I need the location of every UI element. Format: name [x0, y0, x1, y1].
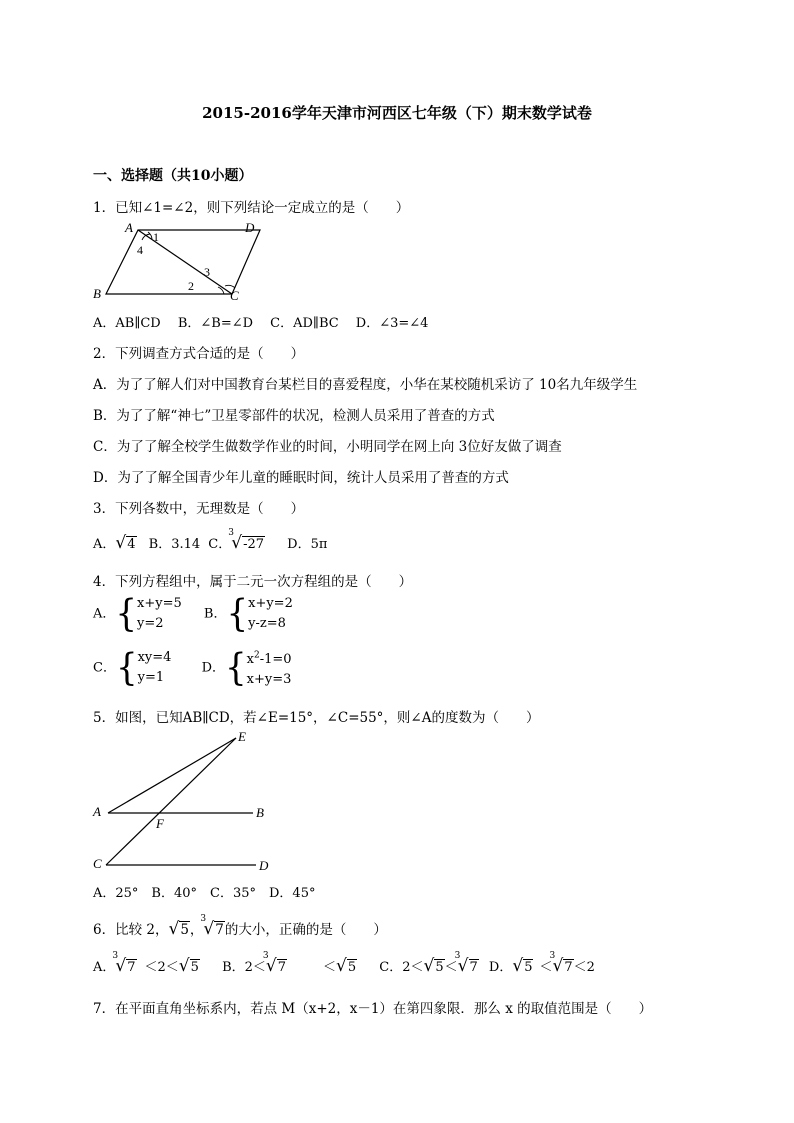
- fig1-label-1: 1: [153, 230, 159, 244]
- q6-option-b: B．2＜ 3 √7 ＜√5: [222, 951, 357, 976]
- question-2-option-a: A．为了了解人们对中国教育台某栏目的喜爱程度，小华在某校随机采访了 10名九年级学生: [93, 377, 638, 393]
- question-2-option-c: C．为了了解全校学生做数学作业的时间，小明同学在网上向 3位好友做了调查: [93, 439, 562, 455]
- cbrt-neg27: 3 √-27: [228, 528, 265, 553]
- fig5-label-B: B: [256, 805, 264, 820]
- section-heading: 一、选择题（共10小题）: [93, 168, 253, 184]
- question-3-options: [93, 528, 328, 553]
- q6-option-d: D．√5 ＜ 3 √7＜2: [488, 951, 595, 976]
- sqrt-5: √5: [168, 919, 189, 939]
- q3-b: B．3.14: [148, 537, 201, 552]
- q4-d-label: D．: [201, 660, 226, 676]
- q4-b-eq1: x+y=2: [248, 596, 293, 611]
- q4-a-label: A．: [93, 606, 116, 622]
- fig1-label-C: C: [230, 288, 239, 303]
- question-6-options: [93, 951, 595, 976]
- question-3-stem: 3．下列各数中，无理数是（ ）: [93, 501, 305, 517]
- fig1-label-A: A: [125, 220, 133, 235]
- q3-c-label: C．: [208, 537, 232, 552]
- q4-b-label: B．: [203, 606, 227, 622]
- question-5-figure: [88, 728, 288, 876]
- question-1-figure: [90, 218, 265, 303]
- question-4-options-ab: A．{x+y=5 y=2 B．{x+y=2 y-z=8: [93, 592, 293, 636]
- question-5-stem: 5．如图，已知AB∥CD，若∠E=15°，∠C=55°，则∠A的度数为（ ）: [93, 710, 540, 726]
- fig1-label-4: 4: [137, 243, 143, 257]
- question-2-option-b: B．为了了解“神七”卫星零部件的状况，检测人员采用了普查的方式: [93, 408, 495, 424]
- question-5-options: A．25° B．40° C．35° D．45°: [93, 886, 316, 901]
- fig5-label-D: D: [259, 858, 269, 873]
- fig1-label-2: 2: [188, 279, 194, 293]
- fig5-label-E: E: [238, 729, 246, 744]
- q3-d: D．5π: [287, 537, 328, 552]
- q4-d-eq1: $x^2-1=0$: [246, 651, 292, 668]
- question-7-stem: 7．在平面直角坐标系内，若点 M（x+2，x－1）在第四象限．那么 x 的取值范围是（ ）: [93, 1001, 653, 1017]
- cbrt-7: 3 √7: [200, 914, 224, 939]
- q6-option-a: A． 3 √7 ＜2＜√5: [93, 951, 199, 976]
- question-4-options-cd: C．{xy=4 y=1 D．{$x^2-1=0$ x+y=3: [93, 646, 292, 691]
- q4-d-eq2: x+y=3: [246, 672, 292, 688]
- question-1-stem: 1．已知∠1=∠2，则下列结论一定成立的是（ ）: [93, 200, 410, 216]
- q6-option-c: C．2＜√5＜ 3 √7: [379, 951, 478, 976]
- fig1-label-B: B: [93, 286, 101, 301]
- q4-c-eq1: xy=4: [137, 650, 172, 666]
- q4-b-eq2: y-z=8: [248, 616, 286, 631]
- fig1-label-D: D: [245, 220, 255, 235]
- q4-a-eq2: y=2: [137, 616, 164, 631]
- fig1-label-3: 3: [204, 265, 210, 279]
- question-2-option-d: D．为了了解全国青少年儿童的睡眠时间，统计人员采用了普查的方式: [93, 470, 509, 486]
- fig5-label-F: F: [156, 816, 164, 831]
- sqrt-4: √4: [115, 533, 136, 553]
- q4-c-label: C．: [93, 660, 116, 676]
- q4-a-eq1: x+y=5: [137, 596, 182, 611]
- question-1-options: A．AB∥CD B．∠B=∠D C．AD∥BC D．∠3=∠4: [93, 316, 429, 331]
- q3-a-label: A．: [93, 537, 116, 552]
- question-4-stem: 4．下列方程组中，属于二元一次方程组的是（ ）: [93, 574, 413, 590]
- fig5-label-A: A: [93, 804, 101, 819]
- fig5-label-C: C: [93, 856, 102, 871]
- question-2-stem: 2．下列调查方式合适的是（ ）: [93, 346, 305, 362]
- q4-c-eq2: y=1: [137, 670, 165, 686]
- exam-title: 2015-2016学年天津市河西区七年级（下）期末数学试卷: [202, 104, 592, 122]
- question-6-stem: 6．比较 2，√5， 3 √7的大小，正确的是（ ）: [93, 914, 387, 939]
